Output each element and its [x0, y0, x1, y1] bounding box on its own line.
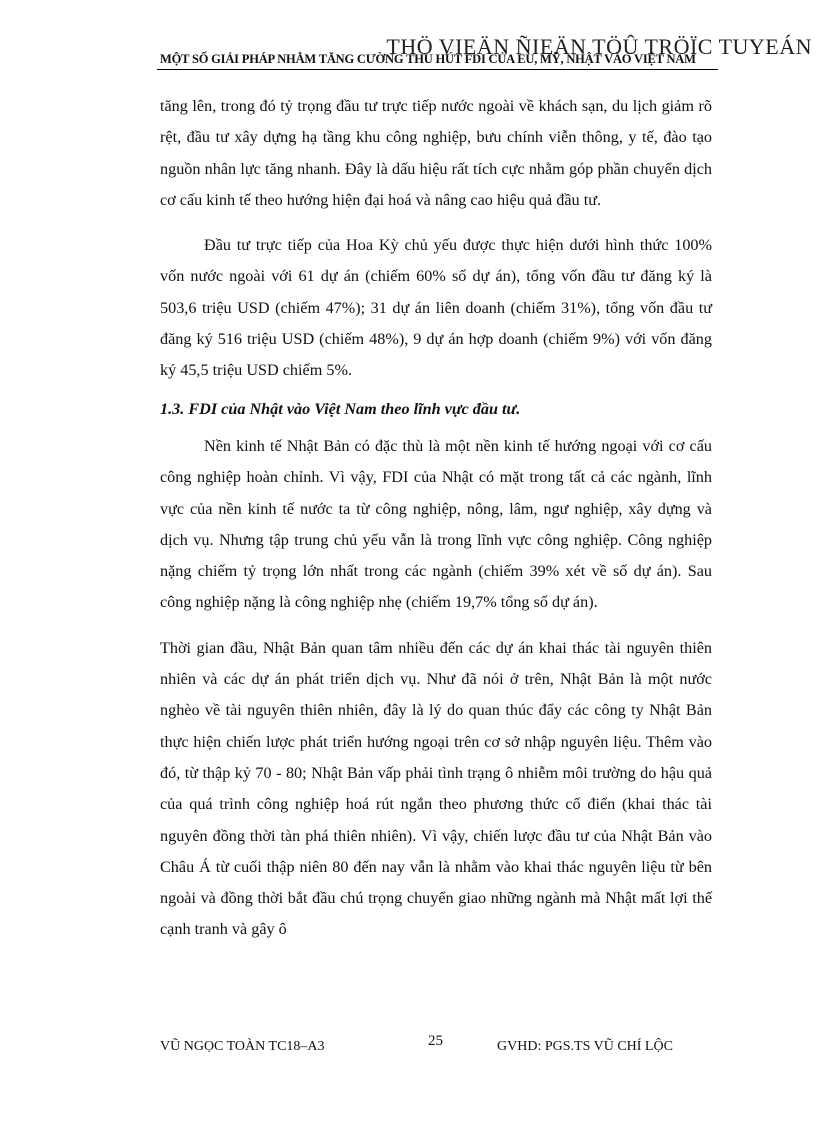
body-paragraph: Đầu tư trực tiếp của Hoa Kỳ chủ yếu được thực hiện dưới hình thức 100% vốn nước ngoài với 61 dự án (chiếm 60% số dự án), tổng vốn đầu tư đăng ký là 503,6 triệu USD (chiếm 47%); 31 dự án liên doanh (chiếm 31%), tổng vốn đầu tư đăng ký 516 triệu USD (chiếm 48%), 9 dự án hợp doanh (chiếm 9%) với vốn đăng ký 45,5 triệu USD chiếm 5%. [160, 236, 712, 380]
page-number: 25 [428, 1033, 443, 1049]
watermark: THÖ VIEÄN ÑIEÄN TÖÛ TRÖÏC TUYEÁN [386, 34, 812, 59]
body-paragraph: Thời gian đầu, Nhật Bản quan tâm nhiều đến các dự án khai thác tài nguyên thiên nhiên và các dự án phát triển dịch vụ. Như đã nói ở trên, Nhật Bản là một nước nghèo về tài nguyên thiên nhiên, đây là lý do quan thúc đẩy các công ty Nhật Bản thực hiện chiến lược phát triển hướng ngoại trên cơ sở nhập nguyên liệu. Thêm vào đó, từ thập kỷ 70 - 80; Nhật Bản vấp phải tình trạng ô nhiễm môi trường do hậu quả của quá trình công nghiệp hoá rút ngắn theo phương thức cổ điển (khai thác tài nguyên đồng thời tàn phá thiên nhiên). Vì vậy, chiến lược đầu tư của Nhật Bản vào Châu Á từ cuối thập niên 80 đến nay vẫn là nhằm vào khai thác nguyên liệu từ bên ngoài và đồng thời bắt đầu chú trọng chuyển giao những ngành mà Nhật mất lợi thế cạnh tranh và gây ô [160, 638, 712, 939]
header-divider [157, 69, 718, 70]
body-paragraph: tăng lên, trong đó tỷ trọng đầu tư trực tiếp nước ngoài về khách sạn, du lịch giảm rõ rệt, đầu tư xây dựng hạ tầng khu công nghiệp, bưu chính viễn thông, y tế, đào tạo nguồn nhân lực tăng nhanh. Đây là dấu hiệu rất tích cực nhằm góp phần chuyển dịch cơ cấu kinh tế theo hướng hiện đại hoá và nâng cao hiệu quả đầu tư. [160, 97, 712, 209]
document-body [160, 91, 712, 946]
page-footer [160, 1035, 712, 1055]
footer-advisor: GVHD: PGS.TS VŨ CHÍ LỘC [497, 1039, 673, 1054]
section-heading: 1.3. FDI của Nhật vào Việt Nam theo lĩnh vực đầu tư. [160, 399, 521, 418]
page-header-title: MỘT SỐ GIẢI PHÁP NHẰM TĂNG CƯỜNG THU HÚT FDI CỦA EU, MỸ, NHẬT VÀO VIỆT NAM [160, 52, 696, 66]
footer-author: VŨ NGỌC TOÀN TC18–A3 [160, 1039, 325, 1054]
body-paragraph: Nền kinh tế Nhật Bản có đặc thù là một nền kinh tế hướng ngoại với cơ cấu công nghiệp hoàn chỉnh. Vì vậy, FDI của Nhật có mặt trong tất cả các ngành, lĩnh vực của nền kinh tế nước ta từ công nghiệp, nông, lâm, ngư nghiệp, xây dựng và dịch vụ. Nhưng tập trung chủ yếu vẫn là trong lĩnh vực công nghiệp. Công nghiệp nặng chiếm tỷ trọng lớn nhất trong các ngành (chiếm 39% xét về số dự án). Sau công nghiệp nặng là công nghiệp nhẹ (chiếm 19,7% tổng số dự án). [160, 436, 712, 612]
